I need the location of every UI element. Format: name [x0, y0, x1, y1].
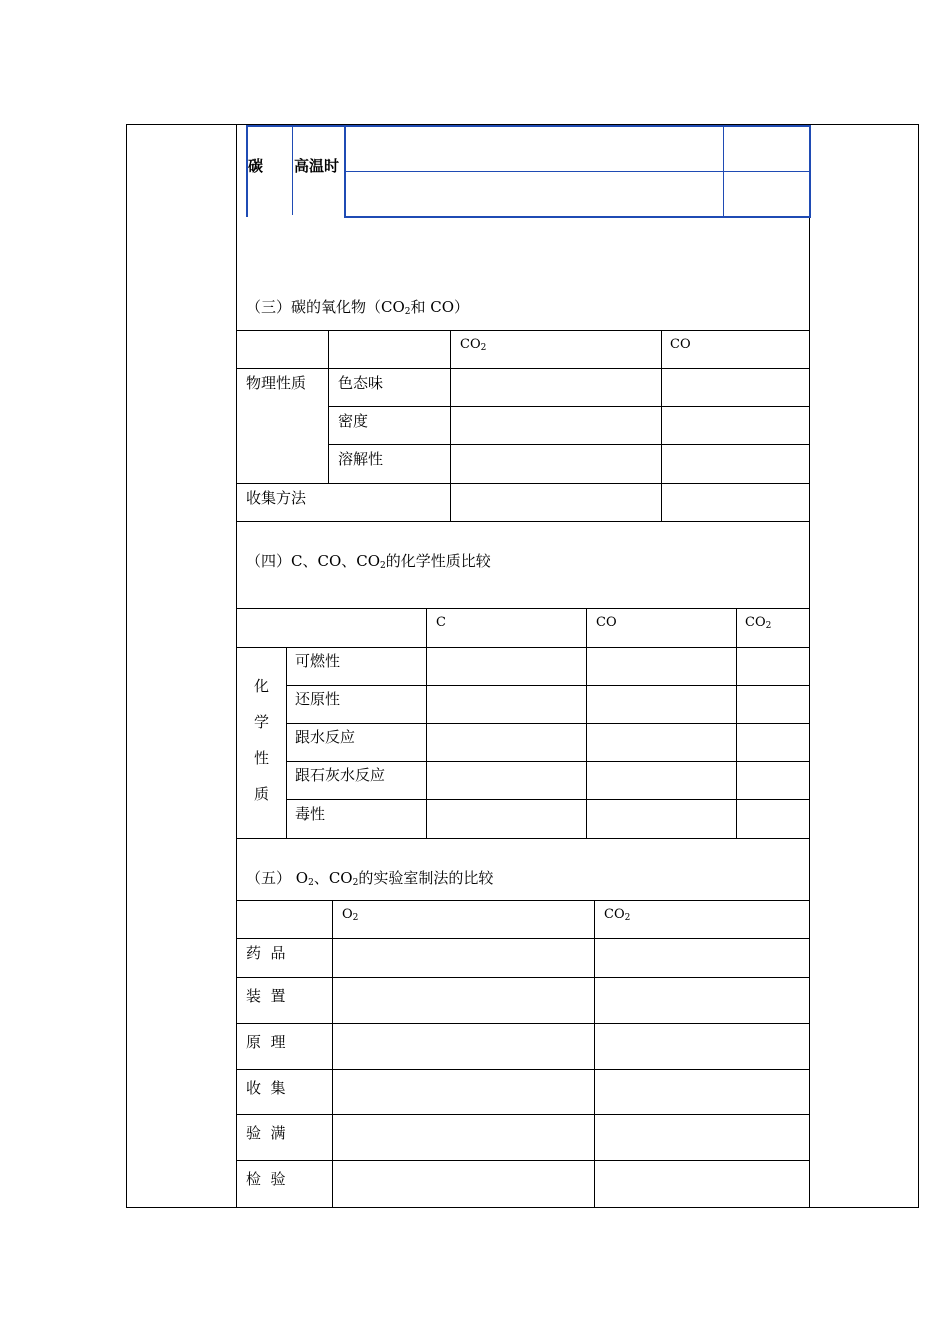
- row-collection-method: 收集方法: [246, 489, 307, 507]
- row-toxicity: 毒性: [295, 805, 326, 823]
- row-reaction-with-limewater: 跟石灰水反应: [295, 766, 386, 784]
- col-co2-header: $CO_2$: [745, 615, 772, 631]
- row-density: 密度: [338, 412, 369, 430]
- col-o2-header: $O_2$: [342, 907, 359, 923]
- row-verification: 检 验: [246, 1170, 286, 1188]
- row-physical-properties: 物理性质: [246, 374, 307, 392]
- row-check-full: 验 满: [246, 1124, 286, 1142]
- carbon-cell: 碳: [248, 157, 264, 175]
- high-temperature-cell: 高温时: [294, 157, 340, 175]
- row-principle: 原 理: [246, 1033, 286, 1051]
- vertical-label-char: 学: [254, 713, 270, 731]
- row-reagents: 药 品: [246, 944, 286, 962]
- section5-heading: （五） $O_2$、$CO_2$的实验室制法的比较: [246, 869, 494, 888]
- col-co-header: CO: [596, 615, 617, 630]
- row-color-state-odor: 色态味: [338, 374, 384, 392]
- row-solubility: 溶解性: [338, 450, 384, 468]
- row-flammability: 可燃性: [295, 652, 341, 670]
- row-collection: 收 集: [246, 1079, 286, 1097]
- row-reaction-with-water: 跟水反应: [295, 728, 356, 746]
- col-co-header: CO: [670, 337, 691, 352]
- row-reducibility: 还原性: [295, 690, 341, 708]
- section3-heading: （三）碳的氧化物（$CO_2$和 CO）: [246, 298, 470, 317]
- col-co2-header: $CO_2$: [460, 337, 487, 353]
- vertical-label-char: 性: [254, 749, 270, 767]
- row-apparatus: 装 置: [246, 987, 286, 1005]
- section4-heading: （四）C、CO、$CO_2$的化学性质比较: [246, 552, 491, 571]
- col-c-header: C: [436, 615, 446, 630]
- col-co2-header: $CO_2$: [604, 907, 631, 923]
- vertical-label-char: 化: [254, 677, 270, 695]
- vertical-label-char: 质: [254, 785, 270, 803]
